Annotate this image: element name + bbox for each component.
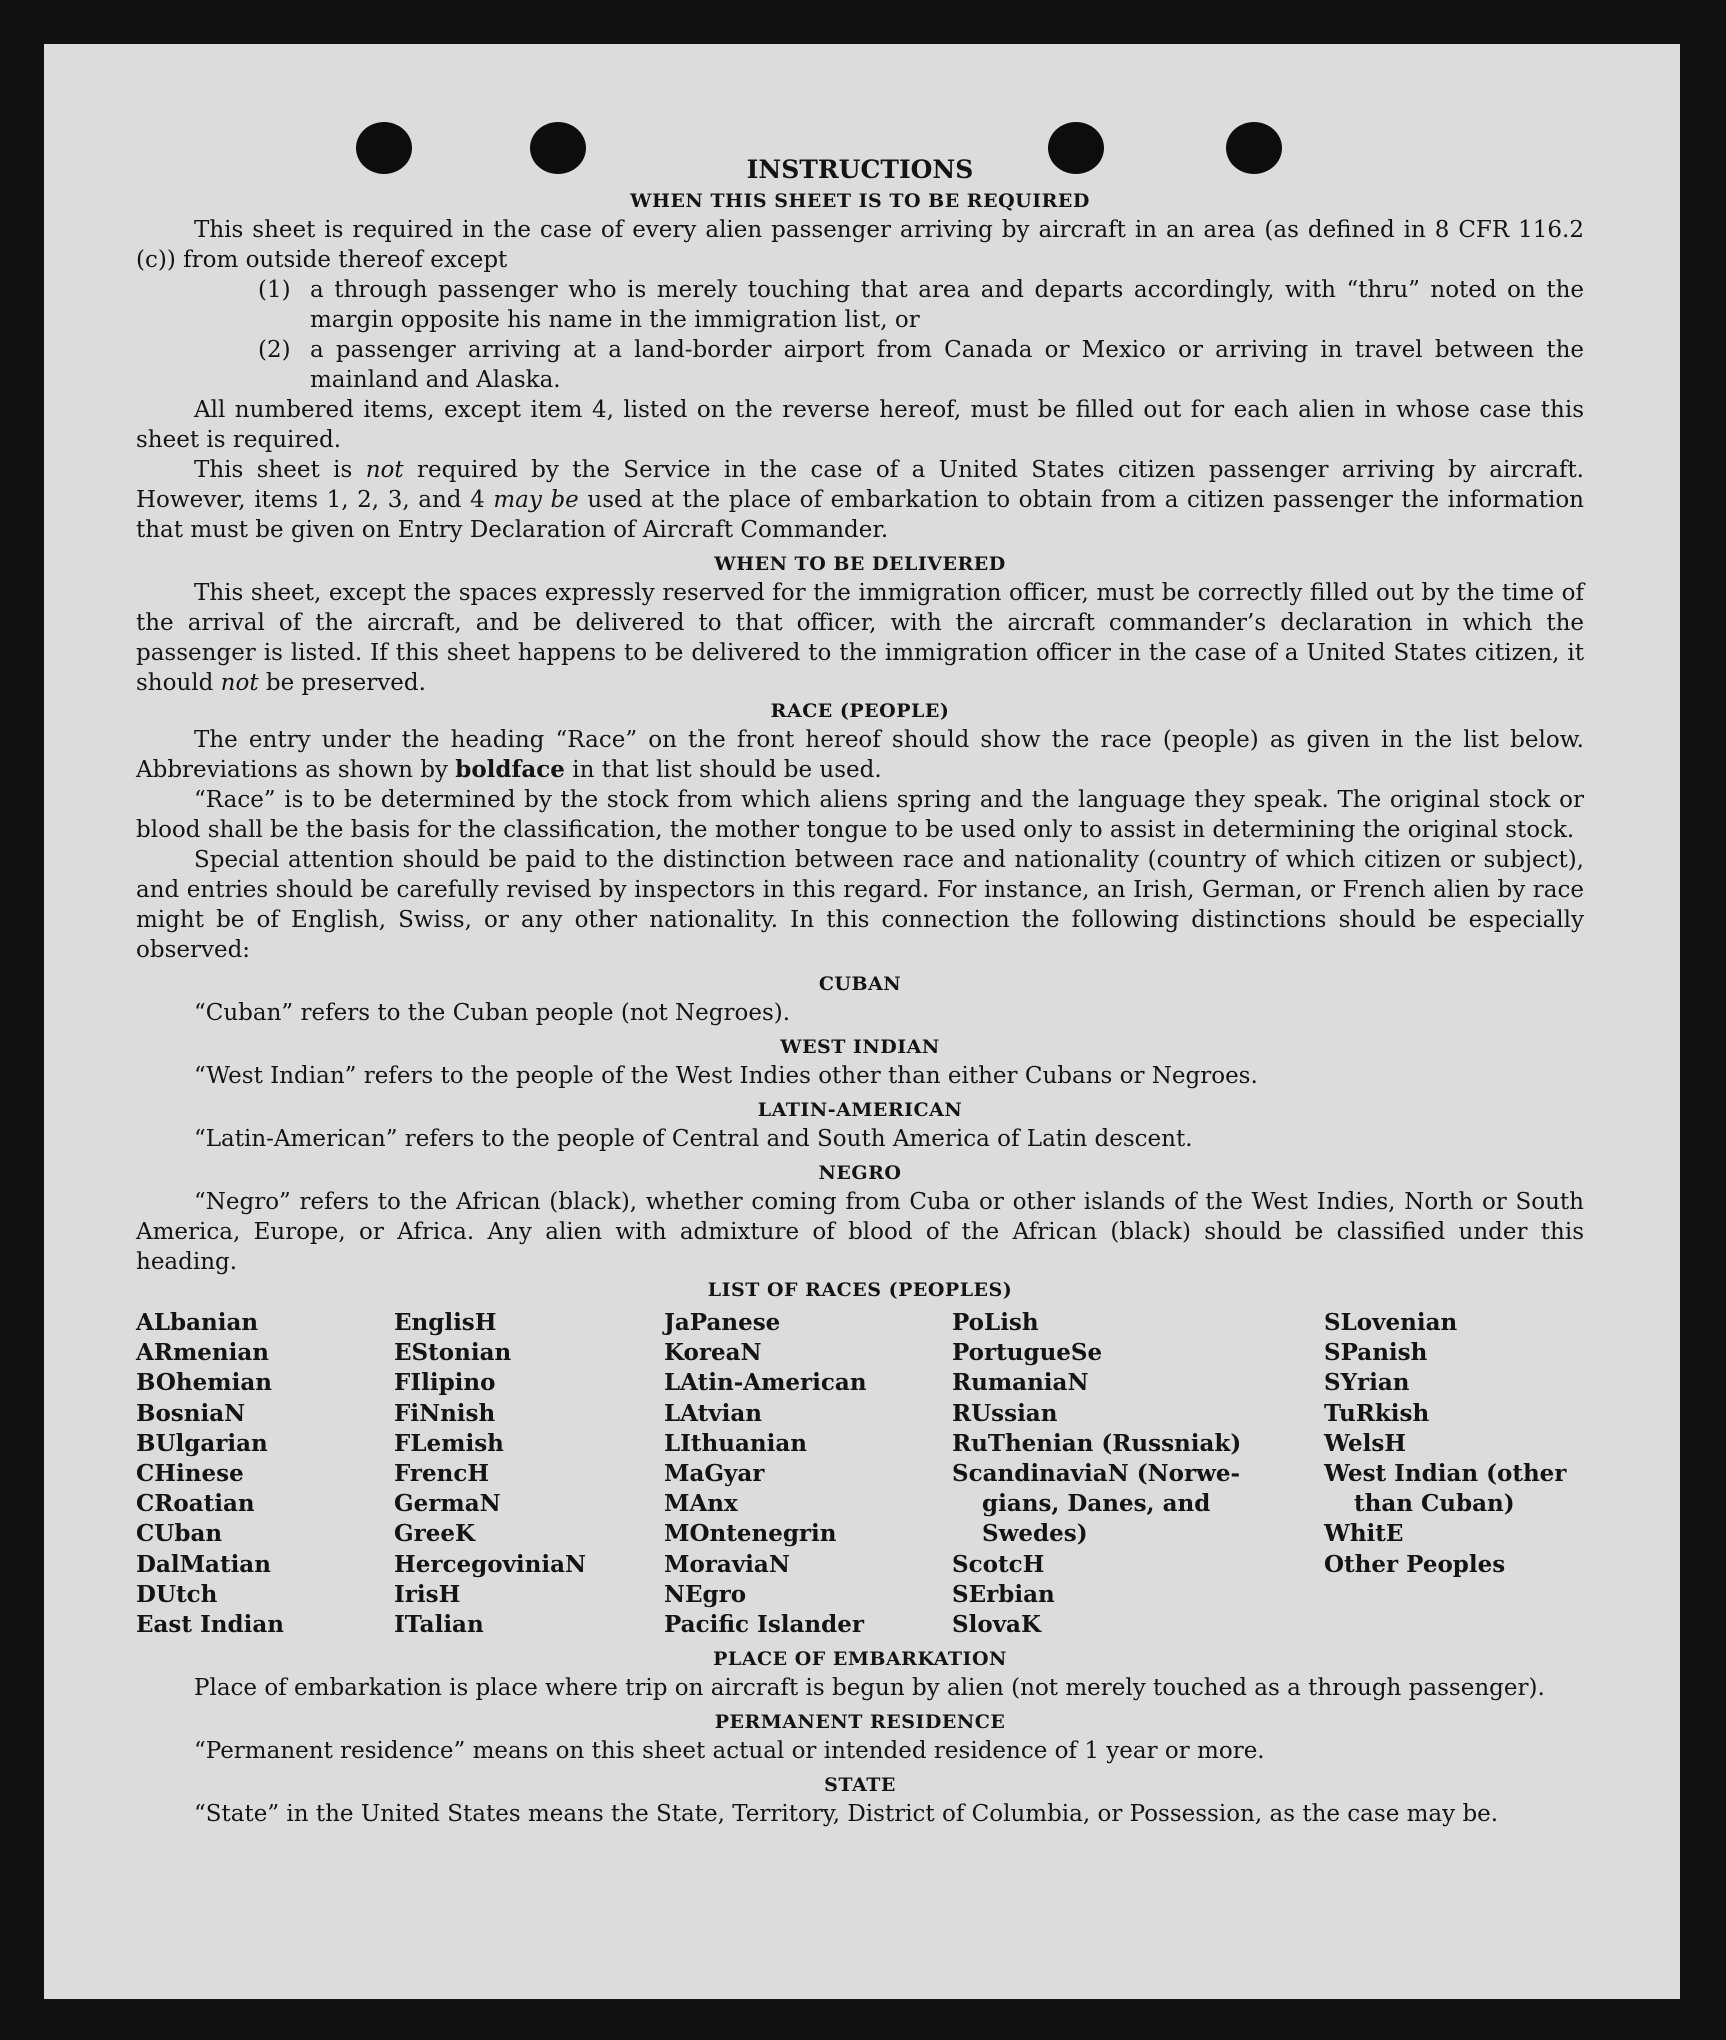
paragraph: This sheet is required in the case of every alien passenger arriving by aircraft in an area (as defined in 8 CFR 116.2 (c)) from outside thereof except [136,217,1584,273]
section-heading-race: RACE (PEOPLE) [770,700,950,722]
race-entry: RuThenian (Russniak) [952,1429,1242,1457]
race-entry: ITalian [394,1611,484,1639]
race-entry: WelsH [1324,1429,1407,1457]
paragraph: This sheet is not required by the Service in the case of a United States citizen passenger arriving by aircraft. However, items 1, 2, 3, and 4 may be used at the place of embarkation to obtain from a citizen passenger the information that must be given on Entry Declaration of Aircraft Commander. [136,457,1584,543]
item-number: (1) [258,277,291,303]
race-entry: PoLish [952,1309,1039,1336]
race-entry: RumaniaN [952,1369,1089,1397]
paragraph: “State” in the United States means the State, Territory, District of Columbia, or Possession, as the case may be. [194,1801,1499,1828]
section-heading-state: STATE [824,1774,896,1797]
race-entry: East Indian [136,1611,284,1639]
list-item [258,275,1584,335]
section-heading-required: WHEN THIS SHEET IS TO BE REQUIRED [630,190,1090,212]
race-entry: West Indian (other [1324,1460,1567,1488]
race-entry: MoraviaN [664,1550,790,1578]
races-column [1324,1308,1584,1640]
section-heading-embarkation: PLACE OF EMBARKATION [713,1648,1007,1671]
paragraph: “Permanent residence” means on this sheet actual or intended residence of 1 year or more. [194,1738,1265,1765]
item-text: a through passenger who is merely touching that area and departs accordingly, with “thru” noted on the margin opposite his name in the immigration list, or [310,277,1584,333]
race-entry: EStonian [394,1339,512,1367]
paragraph: Special attention should be paid to the distinction between race and nationality (country of which citizen or subject), and entries should be carefully revised by inspectors in this regard. For instance, an Irish, German, or French alien by race might be of English, Swiss, or any other nationality. In this connection the following distinctions should be especially observed: [136,847,1584,963]
race-entry: MAnx [664,1490,738,1518]
race-entry: ScandinaviaN (Norwe- [952,1460,1241,1488]
race-entry: ALbanian [136,1309,259,1336]
race-entry: DUtch [136,1580,218,1608]
race-entry: FIlipino [394,1369,496,1397]
race-entry: BUlgarian [136,1429,268,1457]
race-entry: CRoatian [136,1490,255,1518]
race-entry: than Cuban) [1354,1490,1515,1518]
paragraph: “Cuban” refers to the Cuban people (not Negroes). [194,1000,791,1026]
races-list [136,1308,1584,1640]
section-heading-races-list: LIST OF RACES (PEOPLES) [707,1279,1013,1301]
race-entry: TuRkish [1324,1399,1430,1427]
race-entry: SPanish [1324,1339,1428,1367]
race-entry: JaPanese [664,1309,781,1336]
race-entry: BOhemian [136,1369,272,1397]
paragraph: All numbered items, except item 4, listed on the reverse hereof, must be filled out for each alien in whose case this sheet is required. [136,397,1584,453]
race-entry: SlovaK [952,1611,1041,1639]
race-entry: SLovenian [1324,1309,1458,1336]
paragraph: “Race” is to be determined by the stock from which aliens spring and the language they speak. The original stock or blood shall be the basis for the classification, the mother tongue to be used only to assist in determining the original stock. [136,787,1584,843]
section-heading-negro: NEGRO [818,1162,902,1184]
race-entry: CHinese [136,1460,244,1488]
races-column [664,1308,952,1640]
paragraph: “West Indian” refers to the people of the West Indies other than either Cubans or Negroes. [194,1063,1258,1089]
document-body [136,154,1584,1829]
races-column [952,1308,1324,1640]
paragraph: “Negro” refers to the African (black), whether coming from Cuba or other islands of the West Indies, North or South America, Europe, or Africa. Any alien with admixture of blood of the African (black) should be classified under this heading. [136,1189,1584,1275]
race-entry: FiNnish [394,1399,496,1427]
item-text: a passenger arriving at a land-border airport from Canada or Mexico or arriving in travel between the mainland and Alaska. [310,337,1584,393]
race-entry: KoreaN [664,1339,762,1367]
race-entry: Swedes) [982,1520,1088,1548]
section-heading-residence: PERMANENT RESIDENCE [714,1711,1006,1734]
section-heading-latin-american: LATIN-AMERICAN [757,1099,963,1121]
races-column [394,1308,664,1640]
race-entry: ScotcH [952,1550,1045,1578]
paragraph: “Latin-American” refers to the people of Central and South America of Latin descent. [194,1126,1193,1152]
race-entry: FLemish [394,1429,504,1457]
instruction-sheet [44,44,1680,1999]
section-heading-delivered: WHEN TO BE DELIVERED [714,553,1006,575]
race-entry: BosniaN [136,1399,246,1427]
race-entry: Other Peoples [1324,1550,1506,1578]
page-title: INSTRUCTIONS [746,155,974,184]
race-entry: LIthuanian [664,1429,807,1457]
race-entry: DalMatian [136,1550,271,1578]
race-entry: Pacific Islander [664,1611,864,1639]
race-entry: SErbian [952,1580,1055,1608]
races-column [136,1308,394,1640]
race-entry: WhitE [1324,1520,1404,1548]
race-entry: HercegoviniaN [394,1550,587,1578]
race-entry: GreeK [394,1520,476,1548]
race-entry: ARmenian [136,1339,270,1367]
section-heading-west-indian: WEST INDIAN [780,1036,940,1058]
race-entry: RUssian [952,1399,1058,1427]
race-entry: MaGyar [664,1460,765,1488]
list-item [258,335,1584,395]
paragraph: This sheet, except the spaces expressly reserved for the immigration officer, must be correctly filled out by the time of the arrival of the aircraft, and be delivered to that officer, with the aircraft commander’s declaration in which the passenger is listed. If this sheet happens to be delivered to the immigration officer in the case of a United States citizen, it should not be preserved. [136,580,1584,696]
race-entry: NEgro [664,1580,747,1608]
race-entry: IrisH [394,1580,461,1608]
race-entry: EnglisH [394,1309,497,1336]
race-entry: MOntenegrin [664,1520,837,1548]
race-entry: LAtin-American [664,1369,867,1397]
race-entry: FrencH [394,1460,490,1488]
section-heading-cuban: CUBAN [818,973,902,995]
race-entry: SYrian [1324,1369,1410,1397]
race-entry: gians, Danes, and [982,1490,1211,1518]
race-entry: CUban [136,1520,223,1548]
race-entry: PortugueSe [952,1339,1103,1367]
item-number: (2) [258,337,291,363]
race-entry: GermaN [394,1490,501,1518]
paragraph: The entry under the heading “Race” on the front hereof should show the race (people) as given in the list below. Abbreviations as shown by boldface in that list should be used. [136,727,1584,783]
paragraph: Place of embarkation is place where trip on aircraft is begun by alien (not merely touched as a through passenger). [194,1675,1545,1702]
race-entry: LAtvian [664,1399,762,1427]
